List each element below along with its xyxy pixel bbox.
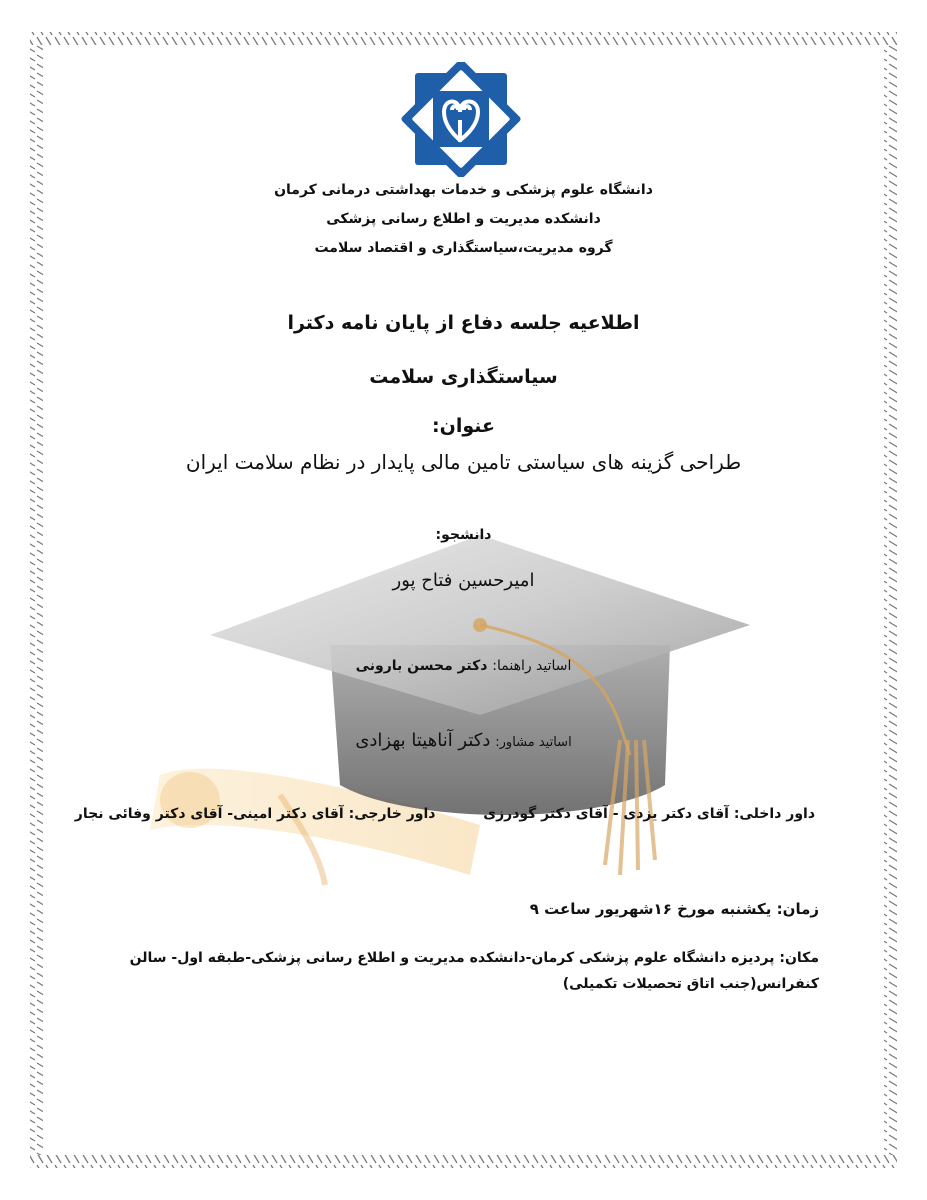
advisors-label: اساتید مشاور: [495,735,572,750]
external-referee-label: داور خارجی: [348,806,436,822]
announcement-heading: اطلاعیه جلسه دفاع از پایان نامه دکترا [287,312,640,334]
time-row [530,900,819,918]
internal-referees: آقای دکتر یزدی - آقای دکتر گودرزی [483,806,729,822]
advisors-row [40,730,887,751]
referees-row [75,806,815,822]
external-referees: آقای دکتر امینی- آقای دکتر وفائی نجار [74,806,344,822]
field-of-study: سیاستگذاری سلامت [369,366,558,388]
faculty-name: دانشکده مدیریت و اطلاع رسانی پزشکی [326,211,601,227]
place-label: مکان: [779,950,819,966]
place-value-1: پردیزه دانشگاه علوم پزشکی کرمان-دانشکده مدیریت و اطلاع رسانی پزشکی-طبقه اول- سالن [129,950,775,966]
student-label: دانشجو: [435,527,492,543]
supervisors-names: دکتر محسن بارونی [355,658,488,674]
department-name: گروه مدیریت،سیاستگذاری و اقتصاد سلامت [314,240,613,256]
time-label: زمان: [776,900,819,918]
student-name: امیرحسین فتاح پور [392,570,535,591]
supervisors-label: اساتید راهنما: [492,658,572,674]
place-block [99,945,819,997]
university-name: دانشگاه علوم پزشکی و خدمات بهداشتی درمانی کرمان [274,182,653,198]
internal-referee-label: داور داخلی: [733,806,815,822]
advisors-names: دکتر آناهیتا بهزادی [355,730,491,751]
place-value-2: کنفرانس(جنب اتاق تحصیلات تکمیلی) [562,976,819,992]
supervisors-row [40,658,887,674]
time-value: یکشنبه مورخ ۱۶شهریور ساعت ۹ [529,900,772,918]
university-logo-icon [396,62,526,177]
thesis-title: طراحی گزینه های سیاستی تامین مالی پایدار در نظام سلامت ایران [185,450,742,474]
thesis-title-label: عنوان: [432,415,495,437]
announcement-page [40,40,887,1155]
place-line-1 [99,945,819,971]
